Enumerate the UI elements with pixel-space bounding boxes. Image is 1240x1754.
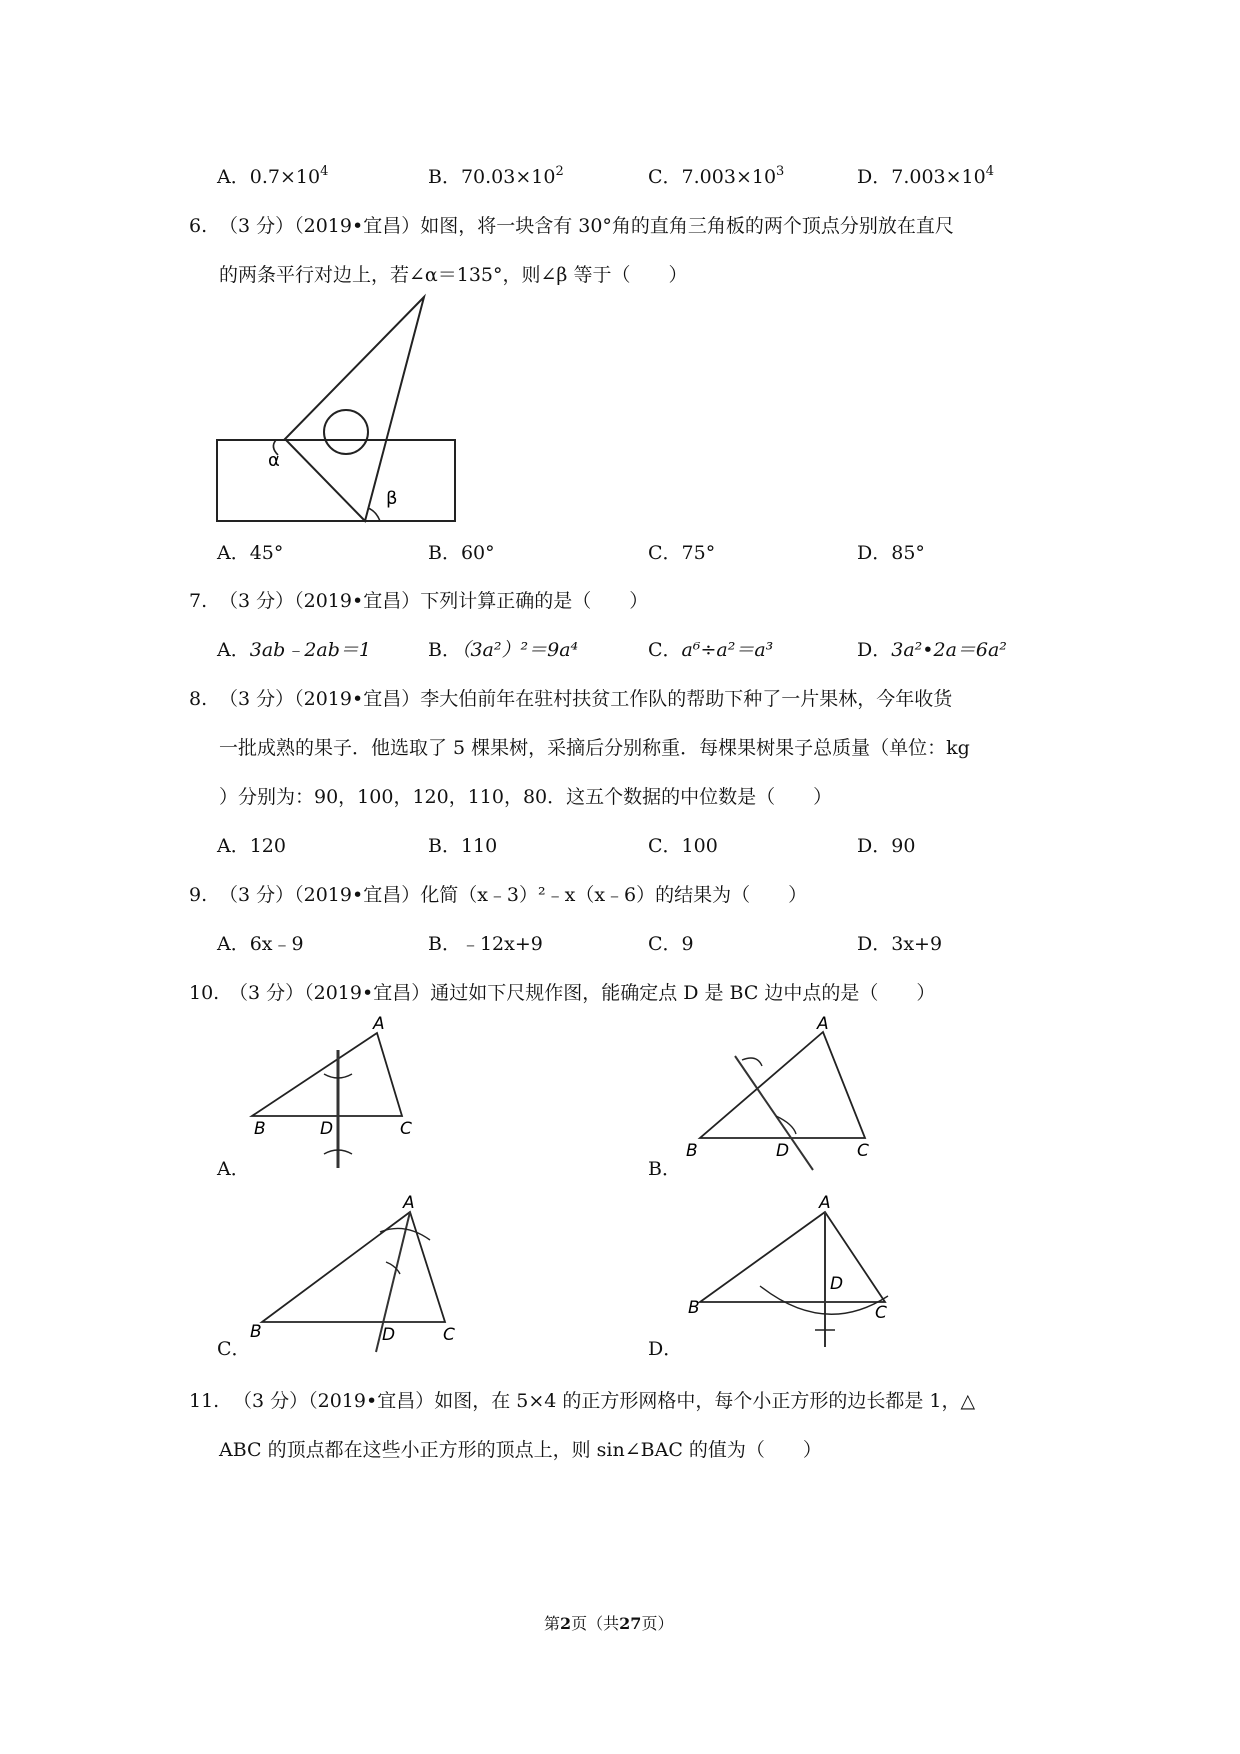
q6-figure — [210, 295, 470, 525]
point-a-label: A — [373, 1014, 385, 1034]
q6-option-d: D．85° — [857, 542, 925, 564]
q8-option-b: B．110 — [428, 835, 498, 857]
q6-stem-line2: 的两条平行对边上，若∠α＝135°，则∠β 等于（ ） — [219, 264, 688, 286]
q11-number: 11. — [189, 1390, 220, 1412]
point-c-label: C — [443, 1325, 455, 1345]
q6-option-a: A．45° — [217, 542, 284, 564]
triangle-abc — [252, 1033, 402, 1116]
q8-number: 8. — [189, 688, 208, 710]
q9-number: 9. — [189, 884, 208, 906]
point-b-label: B — [254, 1119, 266, 1139]
q10-option-c: C． — [217, 1338, 251, 1360]
q9-option-c: C．9 — [648, 933, 694, 955]
triangle-abc — [700, 1212, 885, 1302]
q5-option-b: B．$70.03\times 10^2$ — [428, 164, 564, 188]
point-a-label: A — [817, 1014, 829, 1034]
q5-option-a: A．$0.7\times 10^4$ — [217, 164, 329, 188]
page-footer: 第2页（共27页） — [544, 1614, 674, 1633]
q10-stem: （3 分）（2019•宜昌）通过如下尺规作图，能确定点 D 是 BC 边中点的是（ ） — [229, 982, 936, 1004]
q9-stem: （3 分）（2019•宜昌）化简（x﹣3）²﹣x（x﹣6）的结果为（ ） — [219, 884, 808, 906]
q10-figure-a — [240, 1010, 430, 1180]
q8-stem-line2: 一批成熟的果子．他选取了 5 棵果树，采摘后分别称重．每棵果树果子总质量（单位：kg — [219, 737, 970, 759]
q7-option-b: B．（3a²）²＝9a⁴ — [428, 639, 579, 661]
q8-option-a: A．120 — [217, 835, 286, 857]
point-c-label: C — [400, 1119, 412, 1139]
q5-option-c: C．$7.003\times 10^3$ — [648, 164, 785, 188]
point-b-label: B — [688, 1298, 700, 1318]
q6-option-b: B．60° — [428, 542, 495, 564]
point-c-label: C — [875, 1303, 887, 1323]
point-d-label: D — [382, 1325, 396, 1345]
point-b-label: B — [250, 1322, 262, 1342]
point-b-label: B — [686, 1141, 698, 1161]
alpha-label: α — [268, 450, 280, 471]
triangle-hole-circle — [324, 410, 368, 454]
q10-figure-c — [240, 1192, 470, 1357]
point-d-label: D — [320, 1119, 334, 1139]
q9-option-b: B．﹣12x+9 — [428, 933, 543, 955]
point-d-label: D — [830, 1274, 844, 1294]
q8-stem-line1: （3 分）（2019•宜昌）李大伯前年在驻村扶贫工作队的帮助下种了一片果林，今年收货 — [219, 688, 953, 710]
q11-stem-line1: （3 分）（2019•宜昌）如图，在 5×4 的正方形网格中，每个小正方形的边长都是 1，△ — [233, 1390, 976, 1412]
q10-number: 10. — [189, 982, 220, 1004]
q7-number: 7. — [189, 590, 208, 612]
construction-arc — [742, 1058, 762, 1066]
q11-stem-line2: ABC 的顶点都在这些小正方形的顶点上，则 sin∠BAC 的值为（ ） — [219, 1439, 822, 1461]
triangle-ruler — [285, 297, 424, 521]
beta-arc — [368, 508, 380, 521]
q9-option-a: A．6x﹣9 — [217, 933, 304, 955]
q9-option-d: D．3x+9 — [857, 933, 943, 955]
point-d-label: D — [776, 1141, 790, 1161]
triangle-abc — [700, 1032, 865, 1138]
q6-option-c: C．75° — [648, 542, 716, 564]
q10-option-b: B． — [648, 1158, 681, 1180]
q8-option-c: C．100 — [648, 835, 718, 857]
q6-number: 6. — [189, 215, 208, 237]
q10-option-d: D． — [648, 1338, 683, 1360]
q7-stem: （3 分）（2019•宜昌）下列计算正确的是（ ） — [219, 590, 649, 612]
triangle-abc — [262, 1212, 445, 1322]
q8-stem-line3: ）分别为：90，100，120，110，80．这五个数据的中位数是（ ） — [219, 786, 833, 808]
q6-stem-line1: （3 分）（2019•宜昌）如图，将一块含有 30°角的直角三角板的两个顶点分别放在直尺 — [219, 215, 954, 237]
q7-option-d: D．3a²•2a＝6a² — [857, 639, 1007, 661]
point-a-label: A — [819, 1193, 831, 1213]
q7-option-a: A．3ab﹣2ab＝1 — [217, 639, 371, 661]
q10-figure-d — [680, 1192, 895, 1357]
q7-option-c: C．a⁶÷a²＝a³ — [648, 639, 774, 661]
beta-label: β — [386, 488, 398, 509]
q8-option-d: D．90 — [857, 835, 916, 857]
point-a-label: A — [403, 1193, 415, 1213]
q10-option-a: A． — [217, 1158, 250, 1180]
q5-option-d: D．$7.003\times 10^4$ — [857, 164, 995, 188]
point-c-label: C — [857, 1141, 869, 1161]
q10-figure-b — [680, 1014, 880, 1180]
